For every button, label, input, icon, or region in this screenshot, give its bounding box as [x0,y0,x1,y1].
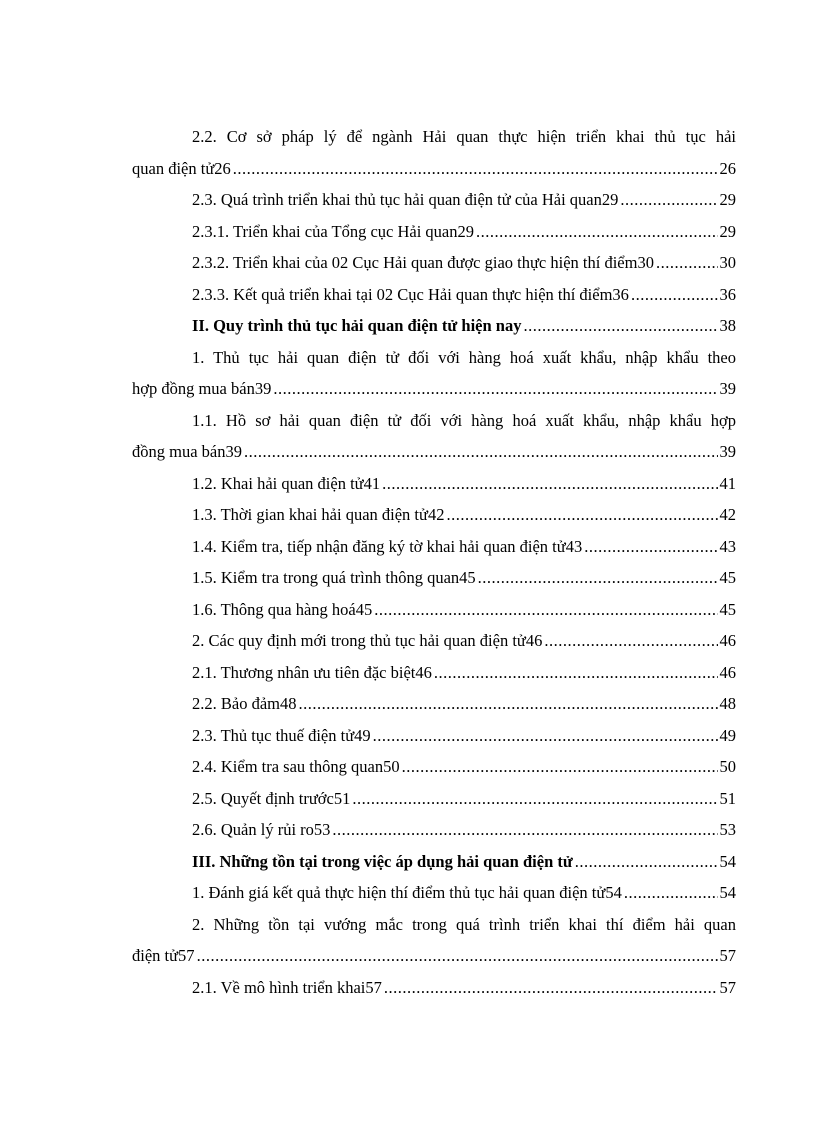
toc-entry-first-line: 2. Những tồn tại vướng mắc trong quá trình triển khai thí điểm hải quan [192,914,736,934]
toc-entry-line [132,373,736,405]
toc-page-number: 29 [719,190,736,209]
toc-page-number: 36 [719,284,736,304]
toc-page-number: 46 [719,631,736,650]
toc-dot-leader [631,279,718,311]
toc-entry-line [132,751,736,783]
toc-dot-leader [523,310,717,342]
toc-entry-title: 2.3. Quá trình triển khai thủ tục hải quan điện tử của Hải quan29 [192,190,619,209]
toc-entry[interactable] [132,972,736,1004]
toc-page-number: 45 [719,599,736,619]
table-of-contents [132,121,736,1003]
toc-entry[interactable] [132,562,736,594]
toc-entry-line [132,972,736,1004]
toc-page-number: 42 [719,505,736,524]
toc-dot-leader [544,625,717,657]
toc-dot-leader [476,216,718,248]
toc-entry-title: 2.2. Bảo đảm48 [192,694,297,713]
toc-entry-title: 2.6. Quản lý rủi ro53 [192,820,331,839]
toc-entry[interactable] [132,751,736,783]
toc-entry-line [132,688,736,720]
toc-entry-title: III. Những tồn tại trong việc áp dụng hải quan điện tử [192,851,573,871]
toc-entry-first-line: 1.1. Hồ sơ hải quan điện tử đối với hàng hoá xuất khẩu, nhập khẩu hợp [192,410,736,430]
toc-entry-line [132,594,736,626]
toc-dot-leader [656,247,718,279]
toc-entry-line [132,783,736,815]
toc-entry[interactable] [132,688,736,720]
toc-entry[interactable] [132,720,736,752]
toc-dot-leader [382,468,717,500]
toc-entry-title: 1.5. Kiểm tra trong quá trình thông quan45 [192,568,476,587]
toc-entry[interactable] [132,216,736,248]
toc-entry-line [132,184,736,216]
toc-entry[interactable] [132,310,736,342]
toc-entry-line [132,877,736,909]
toc-page-number: 29 [719,221,736,241]
toc-entry[interactable] [132,877,736,909]
toc-entry[interactable] [132,405,736,468]
toc-entry-title: 2.4. Kiểm tra sau thông quan50 [192,757,400,776]
toc-entry-first-line: 1. Thủ tục hải quan điện tử đối với hàng hoá xuất khẩu, nhập khẩu theo [192,347,736,367]
toc-entry-title: 1.2. Khai hải quan điện tử41 [192,473,381,493]
toc-entry-title: đồng mua bán39 [132,442,242,461]
toc-page-number: 49 [719,725,736,745]
toc-entry-line [132,310,736,342]
toc-dot-leader [384,972,718,1004]
toc-entry[interactable] [132,247,736,279]
toc-entry-title: 1.6. Thông qua hàng hoá45 [192,599,373,619]
toc-page-number: 30 [719,253,736,272]
toc-entry-line [132,499,736,531]
toc-dot-leader [299,688,718,720]
toc-page-number: 51 [719,788,736,808]
toc-entry-title: quan điện tử26 [132,158,231,178]
toc-entry-line [132,814,736,846]
toc-dot-leader [446,499,717,531]
toc-entry-line [132,657,736,689]
toc-page-number: 48 [719,694,736,713]
toc-page-number: 54 [719,851,736,871]
toc-entry-line [132,625,736,657]
toc-dot-leader [373,720,718,752]
toc-dot-leader [332,814,717,846]
toc-page-number: 50 [719,757,736,776]
toc-page-number: 57 [719,946,736,965]
toc-entry-title: 1. Đánh giá kết quả thực hiện thí điểm thủ tục hải quan điện tử54 [192,883,622,902]
toc-entry-line [132,562,736,594]
toc-entry-title: 2.3.1. Triển khai của Tổng cục Hải quan29 [192,221,474,241]
toc-page-number: 39 [719,379,736,398]
toc-dot-leader [624,877,718,909]
toc-entry-line [132,468,736,500]
toc-entry[interactable] [132,279,736,311]
toc-dot-leader [620,184,717,216]
toc-dot-leader [374,594,717,626]
toc-dot-leader [584,531,717,563]
toc-entry-line [132,153,736,185]
toc-entry[interactable] [132,814,736,846]
toc-page-number: 26 [719,158,736,178]
toc-page-number: 41 [719,473,736,493]
toc-entry[interactable] [132,342,736,405]
toc-dot-leader [352,783,717,815]
toc-page-number: 39 [719,442,736,461]
toc-entry-line [132,216,736,248]
toc-entry-line [132,436,736,468]
toc-dot-leader [197,940,718,972]
toc-page-number: 38 [719,316,736,335]
toc-entry[interactable] [132,121,736,184]
toc-entry-title: 2.3. Thủ tục thuế điện tử49 [192,725,371,745]
toc-entry[interactable] [132,594,736,626]
toc-page-number: 53 [719,820,736,839]
toc-entry-title: II. Quy trình thủ tục hải quan điện tử hiện nay [192,316,522,335]
toc-entry-line [132,531,736,563]
toc-entry-line [132,720,736,752]
toc-dot-leader [244,436,718,468]
toc-entry-line [132,940,736,972]
toc-entry-line [132,247,736,279]
toc-entry[interactable] [132,625,736,657]
toc-entry[interactable] [132,846,736,878]
toc-entry[interactable] [132,783,736,815]
toc-entry-title: 1.4. Kiểm tra, tiếp nhận đăng ký tờ khai hải quan điện tử43 [192,536,583,556]
toc-page-number: 54 [719,883,736,902]
toc-entry-title: 2.3.3. Kết quả triển khai tại 02 Cục Hải quan thực hiện thí điểm36 [192,284,629,304]
toc-entry-title: 2.3.2. Triển khai của 02 Cục Hải quan được giao thực hiện thí điểm30 [192,253,654,272]
toc-entry-title: điện tử57 [132,946,195,965]
toc-dot-leader [575,846,718,878]
toc-page-number: 57 [719,977,736,997]
toc-entry-first-line: 2.2. Cơ sở pháp lý để ngành Hải quan thực hiện triển khai thủ tục hải [192,127,736,146]
toc-entry[interactable] [132,657,736,689]
toc-entry[interactable] [132,499,736,531]
toc-page-number: 46 [719,662,736,682]
toc-dot-leader [434,657,718,689]
toc-entry-title: 2.1. Về mô hình triển khai57 [192,977,382,997]
toc-entry-title: 2.1. Thương nhân ưu tiên đặc biệt46 [192,662,432,682]
toc-entry-title: 2. Các quy định mới trong thủ tục hải quan điện tử46 [192,631,543,650]
toc-entry-line [132,279,736,311]
toc-entry[interactable] [132,184,736,216]
toc-page-number: 43 [719,536,736,556]
toc-entry-line [132,846,736,878]
toc-dot-leader [478,562,718,594]
toc-entry-title: hợp đồng mua bán39 [132,379,272,398]
toc-page-number: 45 [719,568,736,587]
toc-entry[interactable] [132,909,736,972]
toc-entry[interactable] [132,531,736,563]
toc-entry[interactable] [132,468,736,500]
toc-dot-leader [402,751,718,783]
toc-entry-title: 2.5. Quyết định trước51 [192,788,351,808]
toc-dot-leader [233,153,718,185]
toc-entry-title: 1.3. Thời gian khai hải quan điện tử42 [192,505,445,524]
toc-dot-leader [273,373,717,405]
